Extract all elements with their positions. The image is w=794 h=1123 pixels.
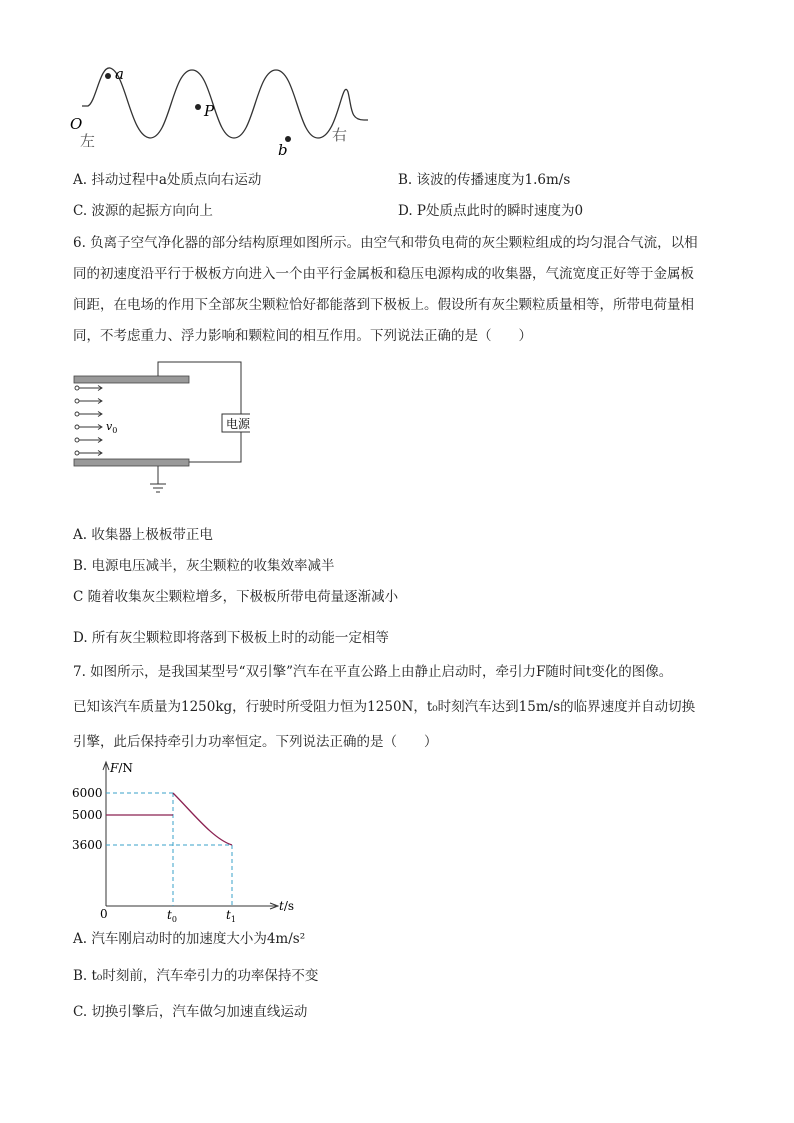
q6-option-b[interactable]: B. 电源电压减半，灰尘颗粒的收集效率减半: [73, 558, 335, 574]
q7-option-b[interactable]: B. t₀时刻前，汽车牵引力的功率保持不变: [73, 968, 319, 984]
q7-line-3: 引擎，此后保持牵引力功率恒定。下列说法正确的是（ ）: [73, 734, 438, 750]
upper-plate: [74, 376, 189, 383]
y-tick-6000: 6000: [72, 786, 103, 800]
q5-option-c[interactable]: C. 波源的起振方向向上: [73, 203, 213, 219]
label-o: O: [70, 115, 83, 133]
x-tick-t0: $t_0$: [167, 908, 177, 924]
wave-curve: [82, 68, 368, 138]
x-tick-t1: $t_1$: [226, 908, 236, 924]
particle-arrows: [75, 386, 102, 456]
label-right: 右: [332, 126, 348, 144]
point-a: [105, 73, 111, 79]
lower-plate: [74, 459, 189, 466]
q7-line-1: 7. 如图所示，是我国某型号“双引擎”汽车在平直公路上由静止启动时，牵引力F随时间t变化的图像。: [73, 664, 673, 680]
wire-upper: [158, 362, 241, 414]
q6-option-d[interactable]: D. 所有灰尘颗粒即将落到下极板上时的动能一定相等: [73, 630, 389, 646]
q7-option-a[interactable]: A. 汽车刚启动时的加速度大小为4m/s²: [73, 931, 306, 947]
y-axis-label: F/N: [110, 761, 133, 775]
q6-option-a[interactable]: A. 收集器上极板带正电: [73, 527, 213, 543]
q6-stem: [73, 228, 733, 352]
q7-option-c[interactable]: C. 切换引擎后，汽车做匀加速直线运动: [73, 1004, 308, 1020]
q6-line-4: 同，不考虑重力、浮力影响和颗粒间的相互作用。下列说法正确的是（ ）: [73, 328, 532, 344]
q6-option-c[interactable]: C 随着收集灰尘颗粒增多，下极板所带电荷量逐渐减小: [73, 589, 399, 605]
label-a: a: [115, 65, 124, 83]
force-decay-curve: [173, 793, 232, 845]
wave-figure: [68, 62, 378, 158]
y-tick-5000: 5000: [72, 808, 103, 822]
collector-figure: [70, 358, 250, 498]
v0-label: $v_0$: [106, 420, 118, 435]
q6-line-1: 6. 负离子空气净化器的部分结构原理如图所示。由空气和带负电荷的灰尘颗粒组成的均匀混合气流，以相: [73, 235, 698, 251]
q6-line-2: 同的初速度沿平行于极板方向进入一个由平行金属板和稳压电源构成的收集器，气流宽度正好等于金属板: [73, 266, 694, 282]
origin-label: 0: [100, 907, 108, 921]
label-left: 左: [80, 132, 96, 150]
q5-option-a[interactable]: A. 抖动过程中a处质点向右运动: [73, 172, 262, 188]
force-time-chart: [68, 756, 308, 926]
label-p: P: [204, 102, 215, 120]
q7-stem: [73, 655, 733, 760]
power-supply-label: 电源: [226, 417, 250, 431]
point-p: [195, 104, 201, 110]
y-tick-3600: 3600: [72, 838, 103, 852]
q7-line-2: 已知该汽车质量为1250kg，行驶时所受阻力恒为1250N，t₀时刻汽车达到15m/s的临界速度并自动切换: [73, 699, 696, 715]
q6-line-3: 间距，在电场的作用下全部灰尘颗粒恰好都能落到下极板上。假设所有灰尘颗粒质量相等，所带电荷量相: [73, 297, 694, 313]
wire-lower: [189, 432, 241, 462]
label-b: b: [278, 141, 288, 158]
x-axis-label: t/s: [279, 899, 295, 913]
q5-option-d[interactable]: D. P处质点此时的瞬时速度为0: [398, 203, 584, 219]
q5-option-b[interactable]: B. 该波的传播速度为1.6m/s: [398, 172, 571, 188]
